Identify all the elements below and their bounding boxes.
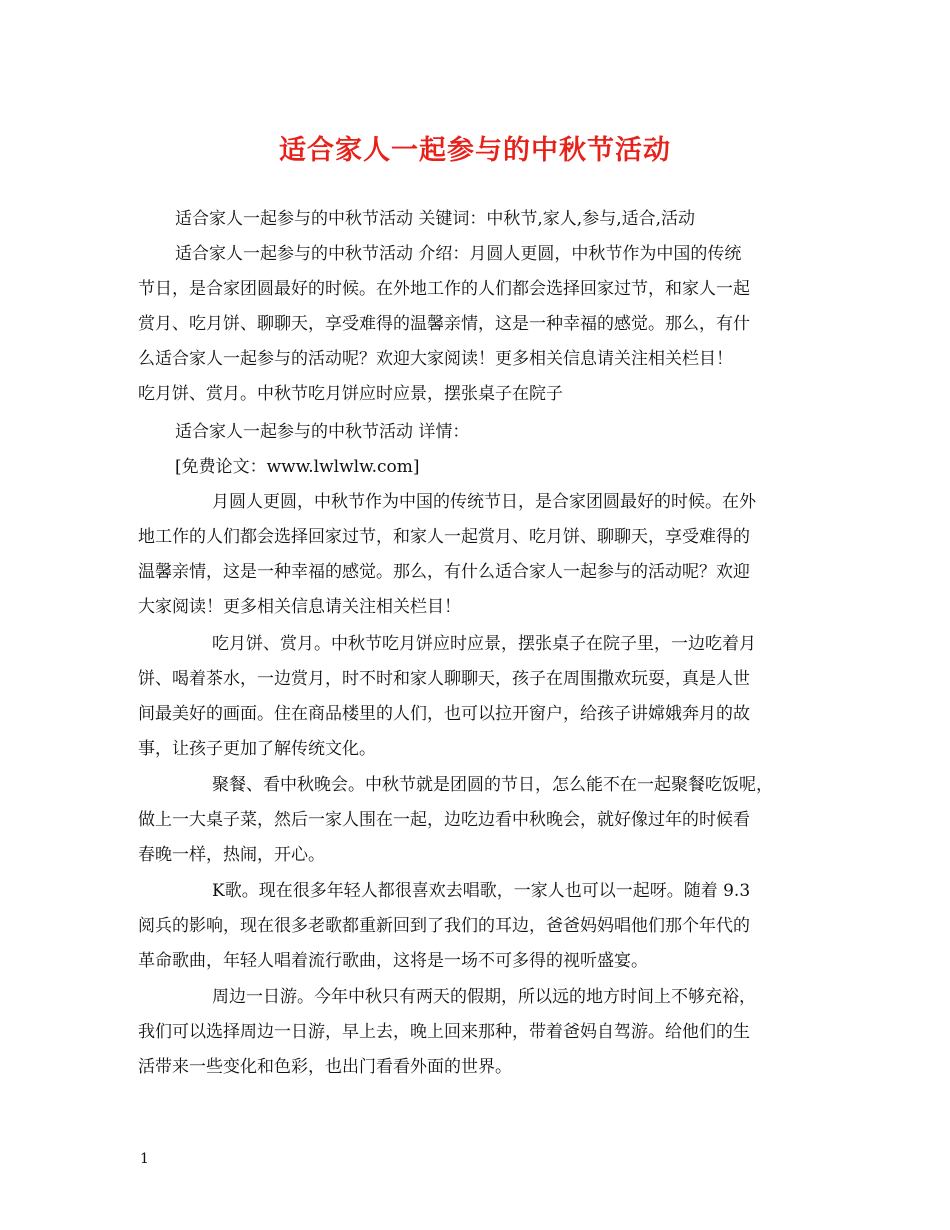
document-title: 适合家人一起参与的中秋节活动 [279,135,671,166]
paragraph-line: 吃月饼、赏月。中秋节吃月饼应时应景，摆张桌子在院子里，一边吃着月 [212,634,756,654]
paragraph-line: 月圆人更圆，中秋节作为中国的传统节日，是合家团圆最好的时候。在外 [212,492,756,512]
paragraph-line: 活带来一些变化和色彩，也出门看看外面的世界。 [138,1057,512,1077]
intro-line: 么适合家人一起参与的活动呢？欢迎大家阅读！更多相关信息请关注相关栏目！ [138,349,733,369]
intro-line: 吃月饼、赏月。中秋节吃月饼应时应景，摆张桌子在院子 [138,384,563,404]
paragraph-line: 我们可以选择周边一日游，早上去，晚上回来那种，带着爸妈自驾游。给他们的生 [138,1022,750,1042]
intro-line: 适合家人一起参与的中秋节活动 介绍：月圆人更圆，中秋节作为中国的传统 [175,244,742,264]
paragraph-line: 间最美好的画面。住在商品楼里的人们，也可以拉开窗户，给孩子讲嫦娥奔月的故 [138,704,750,724]
paragraph-line: 温馨亲情，这是一种幸福的感觉。那么，有什么适合家人一起参与的活动呢？欢迎 [138,562,750,582]
paragraph-line: 大家阅读！更多相关信息请关注相关栏目！ [138,597,461,617]
intro-line: 赏月、吃月饼、聊聊天，享受难得的温馨亲情，这是一种幸福的感觉。那么，有什 [138,314,750,334]
intro-line: 节日，是合家团圆最好的时候。在外地工作的人们都会选择回家过节，和家人一起 [138,279,750,299]
keywords-line: 适合家人一起参与的中秋节活动 关键词：中秋节,家人,参与,适合,活动 [175,209,696,229]
paragraph-line: 阅兵的影响，现在很多老歌都重新回到了我们的耳边，爸爸妈妈唱他们那个年代的 [138,916,750,936]
paragraph-line: 革命歌曲，年轻人唱着流行歌曲，这将是一场不可多得的视听盛宴。 [138,951,648,971]
paragraph-line: 聚餐、看中秋晚会。中秋节就是团圆的节日，怎么能不在一起聚餐吃饭呢， [212,775,773,795]
paragraph-line: 地工作的人们都会选择回家过节，和家人一起赏月、吃月饼、聊聊天，享受难得的 [138,527,750,547]
details-line: 适合家人一起参与的中秋节活动 详情： [175,422,470,442]
source-line: [免费论文：www.lwlwlw.com] [175,457,420,477]
paragraph-line: 周边一日游。今年中秋只有两天的假期，所以远的地方时间上不够充裕， [212,987,756,1007]
paragraph-line: 做上一大桌子菜，然后一家人围在一起，边吃边看中秋晚会，就好像过年的时候看 [138,810,750,830]
paragraph-line: 饼、喝着茶水，一边赏月，时不时和家人聊聊天，孩子在周围撒欢玩耍，真是人世 [138,669,750,689]
paragraph-line: K歌。现在很多年轻人都很喜欢去唱歌，一家人也可以一起呀。随着 9.3 [212,881,751,901]
paragraph-line: 春晚一样，热闹，开心。 [138,845,325,865]
page-number: 1 [140,1151,149,1167]
paragraph-line: 事，让孩子更加了解传统文化。 [138,739,376,759]
